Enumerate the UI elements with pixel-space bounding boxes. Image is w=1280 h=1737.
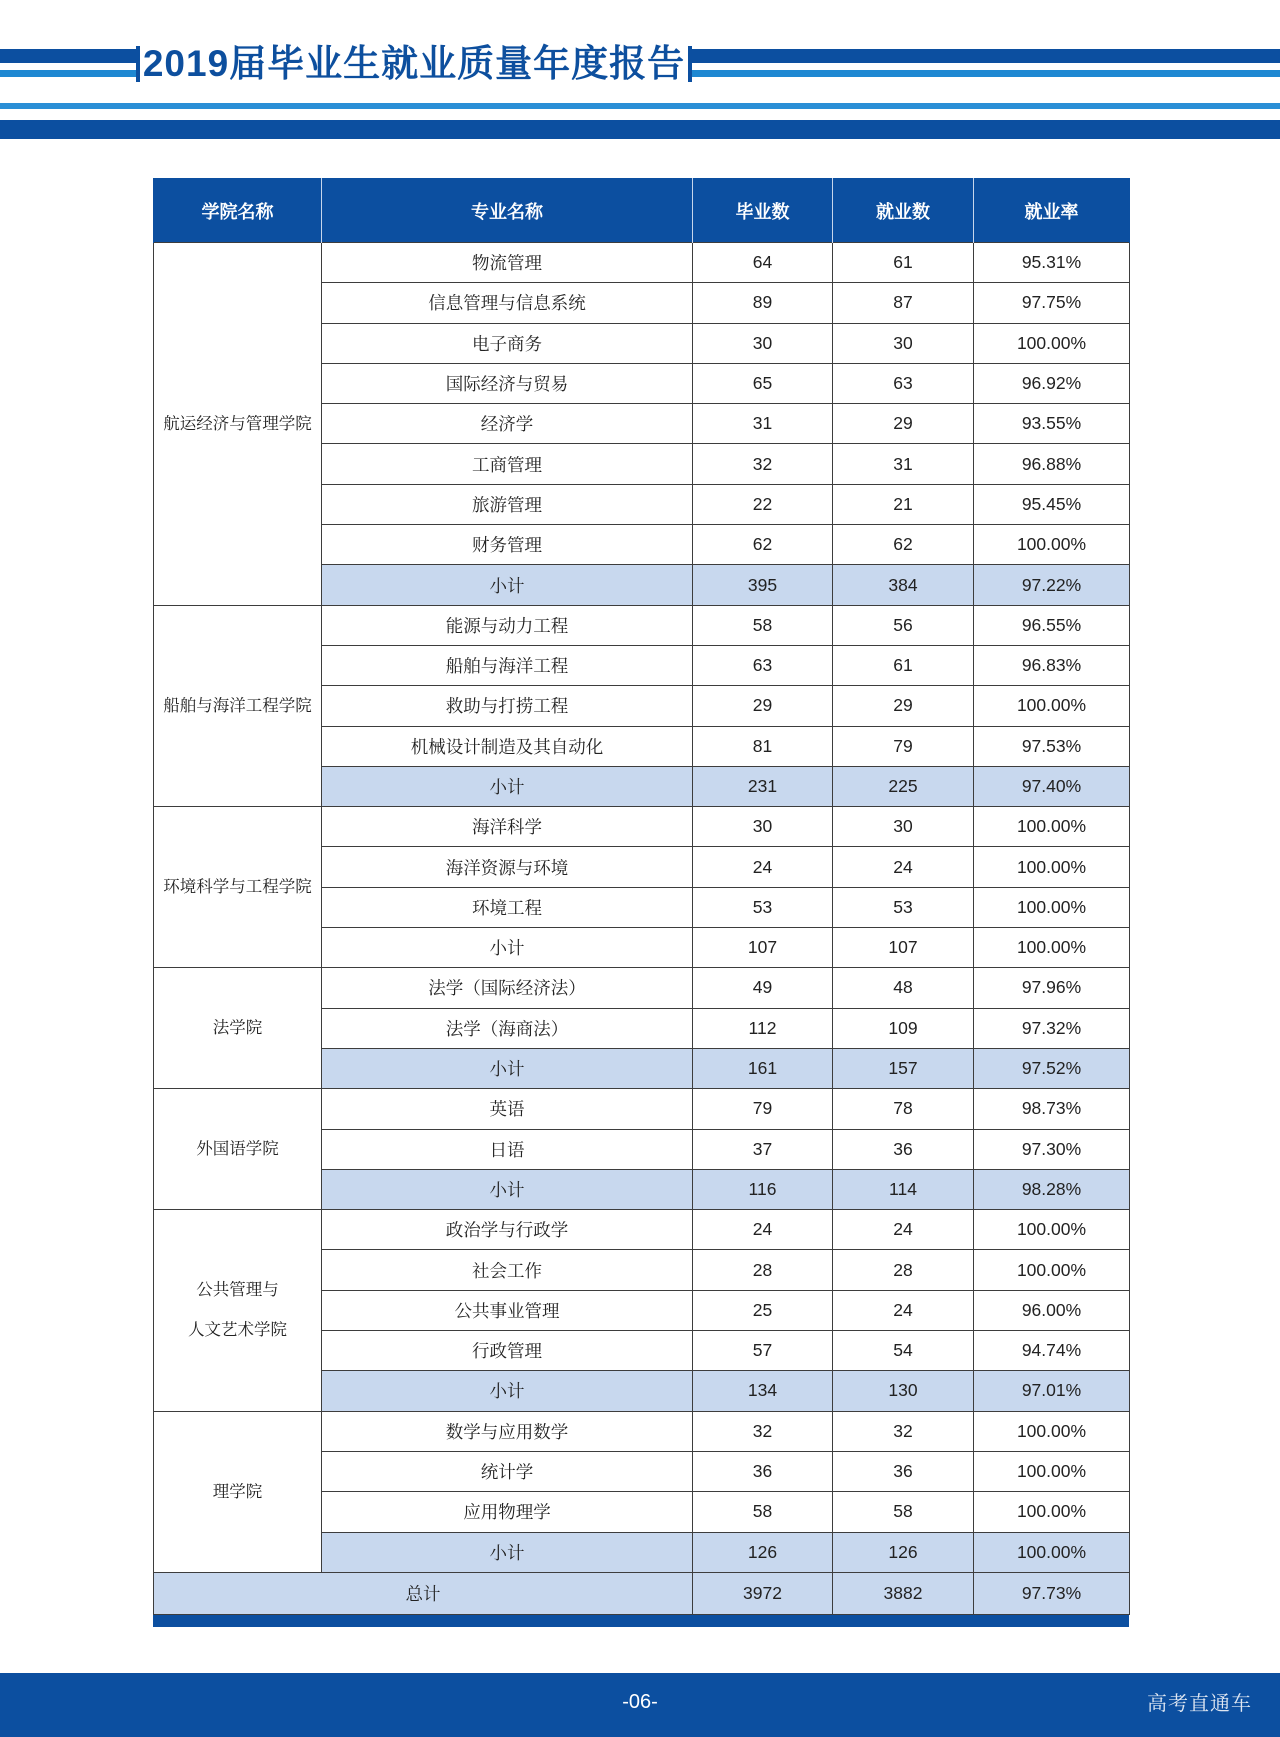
rate-cell: 94.74%: [974, 1331, 1130, 1371]
employed-cell: 24: [833, 847, 974, 887]
graduates-cell: 29: [693, 686, 833, 726]
major-name-cell: 小计: [322, 766, 693, 806]
rate-cell: 97.96%: [974, 968, 1130, 1008]
major-name-cell: 海洋科学: [322, 807, 693, 847]
major-name-cell: 海洋资源与环境: [322, 847, 693, 887]
rate-cell: 97.75%: [974, 283, 1130, 323]
major-name-cell: 财务管理: [322, 525, 693, 565]
major-name-cell: 法学（海商法）: [322, 1008, 693, 1048]
major-name-cell: 小计: [322, 1532, 693, 1572]
major-name-cell: 能源与动力工程: [322, 605, 693, 645]
college-name-cell: 外国语学院: [154, 1089, 322, 1210]
employed-cell: 61: [833, 243, 974, 283]
total-row: [154, 1572, 1130, 1614]
column-header: 专业名称: [322, 179, 693, 243]
college-name-cell: 公共管理与 人文艺术学院: [154, 1210, 322, 1411]
graduates-cell: 63: [693, 645, 833, 685]
table-row: [154, 1089, 1130, 1129]
employed-cell: 109: [833, 1008, 974, 1048]
table-row: [154, 1411, 1130, 1451]
employed-cell: 53: [833, 887, 974, 927]
employed-cell: 87: [833, 283, 974, 323]
employed-cell: 225: [833, 766, 974, 806]
rate-cell: 100.00%: [974, 1250, 1130, 1290]
major-name-cell: 社会工作: [322, 1250, 693, 1290]
major-name-cell: 小计: [322, 1169, 693, 1209]
employment-table-wrapper: [153, 178, 1129, 1627]
major-name-cell: 英语: [322, 1089, 693, 1129]
graduates-cell: 22: [693, 484, 833, 524]
college-name-cell: 环境科学与工程学院: [154, 807, 322, 968]
major-name-cell: 小计: [322, 1371, 693, 1411]
graduates-cell: 58: [693, 605, 833, 645]
rate-cell: 100.00%: [974, 1451, 1130, 1491]
graduates-cell: 107: [693, 928, 833, 968]
employed-cell: 62: [833, 525, 974, 565]
employed-cell: 28: [833, 1250, 974, 1290]
college-name-cell: 法学院: [154, 968, 322, 1089]
graduates-cell: 231: [693, 766, 833, 806]
major-name-cell: 小计: [322, 928, 693, 968]
table-row: [154, 1210, 1130, 1250]
major-name-cell: 公共事业管理: [322, 1290, 693, 1330]
rate-cell: 97.01%: [974, 1371, 1130, 1411]
employed-cell: 36: [833, 1451, 974, 1491]
graduates-cell: 89: [693, 283, 833, 323]
graduates-cell: 79: [693, 1089, 833, 1129]
table-row: [154, 605, 1130, 645]
employed-cell: 30: [833, 807, 974, 847]
graduates-cell: 32: [693, 444, 833, 484]
employed-cell: 114: [833, 1169, 974, 1209]
employed-cell: 130: [833, 1371, 974, 1411]
graduates-cell: 395: [693, 565, 833, 605]
major-name-cell: 机械设计制造及其自动化: [322, 726, 693, 766]
employed-cell: 56: [833, 605, 974, 645]
graduates-cell: 64: [693, 243, 833, 283]
employed-cell: 21: [833, 484, 974, 524]
rate-cell: 96.83%: [974, 645, 1130, 685]
employed-cell: 36: [833, 1129, 974, 1169]
table-row: [154, 968, 1130, 1008]
college-name-cell: 船舶与海洋工程学院: [154, 605, 322, 806]
major-name-cell: 行政管理: [322, 1331, 693, 1371]
page-number: -06-: [622, 1691, 658, 1713]
total-graduates-cell: 3972: [693, 1572, 833, 1614]
rate-cell: 97.22%: [974, 565, 1130, 605]
rate-cell: 100.00%: [974, 928, 1130, 968]
employed-cell: 107: [833, 928, 974, 968]
graduates-cell: 30: [693, 323, 833, 363]
rate-cell: 97.30%: [974, 1129, 1130, 1169]
employed-cell: 78: [833, 1089, 974, 1129]
major-name-cell: 救助与打捞工程: [322, 686, 693, 726]
major-name-cell: 船舶与海洋工程: [322, 645, 693, 685]
employed-cell: 58: [833, 1492, 974, 1532]
employment-table: [153, 178, 1130, 1615]
graduates-cell: 126: [693, 1532, 833, 1572]
major-name-cell: 政治学与行政学: [322, 1210, 693, 1250]
employed-cell: 30: [833, 323, 974, 363]
rate-cell: 100.00%: [974, 1492, 1130, 1532]
graduates-cell: 32: [693, 1411, 833, 1451]
major-name-cell: 数学与应用数学: [322, 1411, 693, 1451]
graduates-cell: 37: [693, 1129, 833, 1169]
graduates-cell: 112: [693, 1008, 833, 1048]
graduates-cell: 31: [693, 404, 833, 444]
rate-cell: 97.52%: [974, 1048, 1130, 1088]
graduates-cell: 81: [693, 726, 833, 766]
rate-cell: 100.00%: [974, 525, 1130, 565]
rate-cell: 100.00%: [974, 323, 1130, 363]
total-employed-cell: 3882: [833, 1572, 974, 1614]
table-row: [154, 807, 1130, 847]
rate-cell: 97.32%: [974, 1008, 1130, 1048]
column-header: 就业率: [974, 179, 1130, 243]
column-header: 学院名称: [154, 179, 322, 243]
graduates-cell: 24: [693, 1210, 833, 1250]
employed-cell: 32: [833, 1411, 974, 1451]
major-name-cell: 经济学: [322, 404, 693, 444]
rate-cell: 100.00%: [974, 847, 1130, 887]
employed-cell: 54: [833, 1331, 974, 1371]
employed-cell: 29: [833, 404, 974, 444]
major-name-cell: 小计: [322, 1048, 693, 1088]
major-name-cell: 信息管理与信息系统: [322, 283, 693, 323]
footer-bar: [0, 1673, 1280, 1737]
employed-cell: 79: [833, 726, 974, 766]
college-name-cell: 航运经济与管理学院: [154, 243, 322, 606]
rate-cell: 100.00%: [974, 686, 1130, 726]
employed-cell: 24: [833, 1210, 974, 1250]
major-name-cell: 电子商务: [322, 323, 693, 363]
employed-cell: 24: [833, 1290, 974, 1330]
employed-cell: 61: [833, 645, 974, 685]
graduates-cell: 36: [693, 1451, 833, 1491]
graduates-cell: 24: [693, 847, 833, 887]
rate-cell: 95.45%: [974, 484, 1130, 524]
graduates-cell: 65: [693, 363, 833, 403]
rate-cell: 96.55%: [974, 605, 1130, 645]
rate-cell: 96.88%: [974, 444, 1130, 484]
rate-cell: 100.00%: [974, 887, 1130, 927]
graduates-cell: 25: [693, 1290, 833, 1330]
major-name-cell: 物流管理: [322, 243, 693, 283]
major-name-cell: 日语: [322, 1129, 693, 1169]
rate-cell: 96.00%: [974, 1290, 1130, 1330]
college-name-cell: 理学院: [154, 1411, 322, 1572]
major-name-cell: 国际经济与贸易: [322, 363, 693, 403]
employed-cell: 384: [833, 565, 974, 605]
table-body: [154, 243, 1130, 1615]
major-name-cell: 应用物理学: [322, 1492, 693, 1532]
major-name-cell: 小计: [322, 565, 693, 605]
column-header: 就业数: [833, 179, 974, 243]
employed-cell: 63: [833, 363, 974, 403]
rate-cell: 100.00%: [974, 807, 1130, 847]
rate-cell: 100.00%: [974, 1411, 1130, 1451]
graduates-cell: 28: [693, 1250, 833, 1290]
employed-cell: 31: [833, 444, 974, 484]
employed-cell: 157: [833, 1048, 974, 1088]
watermark-text: 高考直通车: [1147, 1691, 1252, 1715]
rate-cell: 97.40%: [974, 766, 1130, 806]
employed-cell: 126: [833, 1532, 974, 1572]
graduates-cell: 116: [693, 1169, 833, 1209]
graduates-cell: 58: [693, 1492, 833, 1532]
table-header-row: [154, 179, 1130, 243]
graduates-cell: 53: [693, 887, 833, 927]
employed-cell: 48: [833, 968, 974, 1008]
page-title: 2019届毕业生就业质量年度报告: [142, 43, 686, 84]
employed-cell: 29: [833, 686, 974, 726]
rate-cell: 98.28%: [974, 1169, 1130, 1209]
major-name-cell: 统计学: [322, 1451, 693, 1491]
header-stripe-bottom-thin: [0, 103, 1280, 109]
rate-cell: 100.00%: [974, 1532, 1130, 1572]
graduates-cell: 49: [693, 968, 833, 1008]
rate-cell: 95.31%: [974, 243, 1130, 283]
column-header: 毕业数: [693, 179, 833, 243]
major-name-cell: 法学（国际经济法）: [322, 968, 693, 1008]
major-name-cell: 工商管理: [322, 444, 693, 484]
rate-cell: 97.53%: [974, 726, 1130, 766]
major-name-cell: 环境工程: [322, 887, 693, 927]
table-bottom-bar: [153, 1615, 1129, 1627]
rate-cell: 96.92%: [974, 363, 1130, 403]
graduates-cell: 30: [693, 807, 833, 847]
header-stripe-bottom: [0, 120, 1280, 139]
rate-cell: 93.55%: [974, 404, 1130, 444]
graduates-cell: 161: [693, 1048, 833, 1088]
rate-cell: 98.73%: [974, 1089, 1130, 1129]
total-rate-cell: 97.73%: [974, 1572, 1130, 1614]
table-row: [154, 243, 1130, 283]
rate-cell: 100.00%: [974, 1210, 1130, 1250]
graduates-cell: 62: [693, 525, 833, 565]
graduates-cell: 57: [693, 1331, 833, 1371]
total-label-cell: 总计: [154, 1572, 693, 1614]
major-name-cell: 旅游管理: [322, 484, 693, 524]
graduates-cell: 134: [693, 1371, 833, 1411]
